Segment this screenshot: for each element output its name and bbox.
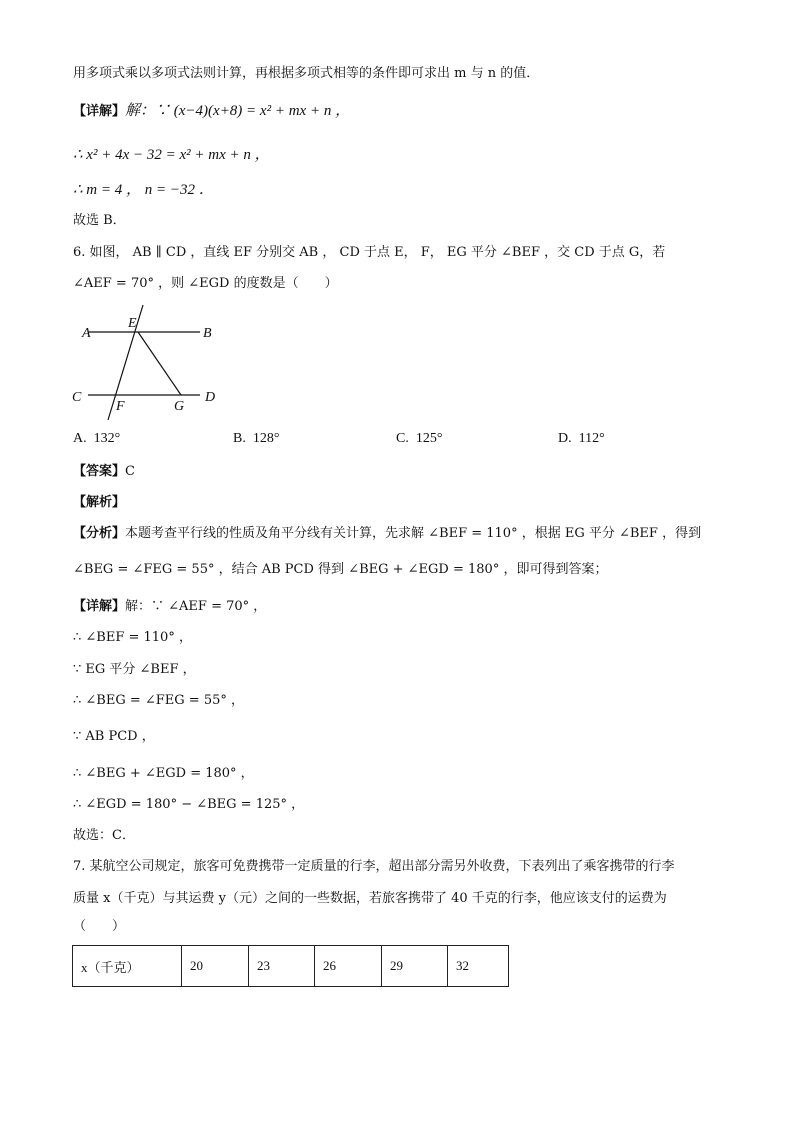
answer-value: C <box>125 464 135 479</box>
detail-text: 解：∵ (x−4)(x+8) = x² + mx + n ， <box>125 103 351 119</box>
prev-method-line: 用多项式乘以多项式法则计算，再根据多项式相等的条件即可求出 m 与 n 的值． <box>73 66 540 81</box>
q6-analysis-line-2: ∠BEG = ∠FEG = 55° ，结合 AB PCD 得到 ∠BEG + ∠EGD = 180° ，即可得到答案； <box>73 562 608 577</box>
label-a: A <box>82 326 91 341</box>
geometry-figure <box>68 300 228 425</box>
q6-line-2: ∠AEF = 70° ，则 ∠EGD 的度数是（ ） <box>73 276 338 291</box>
table-cell: 32 <box>448 946 509 987</box>
q6-line-1: 6. 如图， AB ∥ CD ，直线 EF 分别交 AB ， CD 于点 E， F， EG 平分 ∠BEF ，交 CD 于点 G，若 <box>73 245 666 260</box>
table-cell: 29 <box>382 946 448 987</box>
q6-analysis-label: 【解析】 <box>73 495 126 510</box>
q7-data-table <box>72 945 509 987</box>
option-d[interactable]: D. 112° <box>558 431 605 446</box>
answer-label: 【答案】 <box>73 464 126 479</box>
analysis-head: 【分析】 <box>73 526 126 541</box>
q7-line-1: 7. 某航空公司规定，旅客可免费携带一定质量的行李，超出部分需另外收费，下表列出了乘客携带的行李 <box>73 859 675 874</box>
option-b[interactable]: B. 128° <box>233 431 280 446</box>
prev-step-1: ∴ x² + 4x − 32 = x² + mx + n ， <box>73 147 270 163</box>
q6-step-1: ∴ ∠BEF = 110° ， <box>73 630 192 645</box>
table-row <box>73 946 509 987</box>
q6-answer <box>73 462 135 482</box>
q6-step-4: ∵ AB PCD ， <box>73 729 155 744</box>
q6-step-3: ∴ ∠BEG = ∠FEG = 55° ， <box>73 693 244 708</box>
detail-label: 【详解】 <box>73 104 126 119</box>
detail-label: 【详解】 <box>73 599 126 614</box>
detail-text: 解：∵ ∠AEF = 70° ， <box>125 599 267 614</box>
table-cell: 26 <box>315 946 382 987</box>
q6-step-5: ∴ ∠BEG + ∠EGD = 180° ， <box>73 766 254 781</box>
q7-line-3: （ ） <box>73 919 126 934</box>
q6-step-2: ∵ EG 平分 ∠BEF ， <box>73 662 196 677</box>
label-d: D <box>205 390 216 405</box>
q7-line-2: 质量 x（千克）与其运费 y（元）之间的一些数据，若旅客携带了 40 千克的行李，他应该支付的运费为 <box>73 891 667 906</box>
label-g: G <box>174 399 185 414</box>
table-cell: 23 <box>249 946 315 987</box>
label-e: E <box>128 316 137 331</box>
q6-detail-line <box>73 597 266 617</box>
label-c: C <box>72 390 82 405</box>
table-header-cell: x（千克） <box>73 946 182 987</box>
line-ef <box>108 305 143 420</box>
prev-detail-line <box>73 101 350 122</box>
q6-step-6: ∴ ∠EGD = 180° − ∠BEG = 125° ， <box>73 797 305 812</box>
label-f: F <box>116 399 125 414</box>
prev-step-2: ∴ m = 4 ， n = −32 ． <box>73 182 214 198</box>
table-cell: 20 <box>182 946 249 987</box>
q6-analysis-line-1 <box>73 524 701 544</box>
option-c[interactable]: C. 125° <box>396 431 443 446</box>
q6-options <box>73 431 673 451</box>
segment-eg <box>138 332 181 395</box>
option-a[interactable]: A. 132° <box>73 431 121 446</box>
label-b: B <box>203 326 212 341</box>
analysis-text-1: 本题考查平行线的性质及角平分线有关计算，先求解 ∠BEF = 110° ，根据 EG 平分 ∠BEF ，得到 <box>125 526 702 541</box>
prev-choice: 故选 B． <box>73 213 126 228</box>
q6-choice: 故选：C． <box>73 828 135 843</box>
